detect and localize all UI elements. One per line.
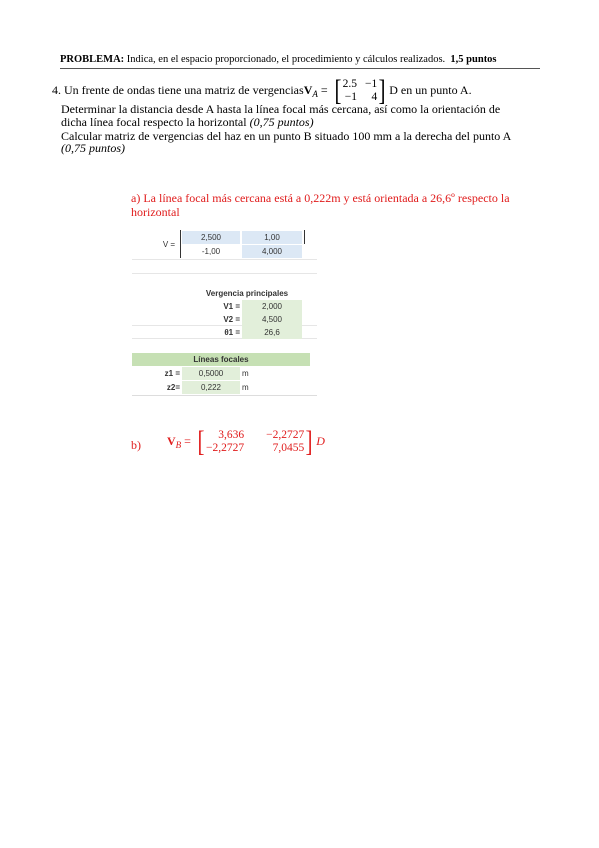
focal-unit: m <box>242 383 249 392</box>
answer-b-label: b) <box>131 438 141 452</box>
matrix-cell: -1,00 <box>201 247 221 256</box>
matrix-left-bar <box>180 230 181 258</box>
matrix-cell: −1 <box>365 78 378 90</box>
principal-label: V1 = <box>223 302 240 311</box>
principal-value: 4,500 <box>242 313 302 326</box>
header-label: PROBLEMA: <box>60 54 125 65</box>
vergence-matrix-a: [ 2.5 −1 −1 4 ] <box>334 74 386 107</box>
question-number: 4. <box>52 82 61 97</box>
matrix-cell: −1 <box>344 91 358 103</box>
matrix-cell: 2,500 <box>182 231 240 244</box>
matrix-cell: 2.5 <box>342 78 358 90</box>
equals-sign: = <box>317 82 331 97</box>
focal-header: Líneas focales <box>132 353 310 366</box>
matrix-cell: −2,2727 <box>266 429 305 441</box>
focal-label: z2= <box>166 383 180 392</box>
matrix-subscript: B <box>175 440 182 451</box>
question-points-a: (0,75 puntos) <box>249 115 314 129</box>
question-line-4: Calcular matriz de vergencias del haz en un punto B situado 100 mm a la derecha del punto A <box>61 129 512 143</box>
v-label: V = <box>162 240 176 249</box>
focal-unit: m <box>242 369 249 378</box>
principal-value: 2,000 <box>242 300 302 313</box>
question-text-1: Un frente de ondas tiene una matriz de vergencias <box>64 82 304 97</box>
question-text-1-post: D en un punto A. <box>389 82 472 97</box>
matrix-cell: 4 <box>371 91 378 103</box>
answer-b-equation <box>167 425 325 458</box>
focal-label: z1 = <box>164 369 180 378</box>
question-line-3-text: dicha línea focal respecto la horizontal <box>61 115 250 129</box>
matrix-cell: −2,2727 <box>205 442 245 454</box>
matrix-cell: 3,636 <box>218 429 245 441</box>
matrix-subscript: A <box>312 89 318 100</box>
principal-header: Vergencia principales <box>205 289 289 298</box>
header-divider <box>60 68 540 69</box>
matrix-symbol: V <box>167 433 176 448</box>
question-line-1 <box>52 74 472 107</box>
matrix-right-bar <box>304 230 305 244</box>
principal-label: θ1 = <box>224 328 240 337</box>
spreadsheet-image <box>132 225 317 400</box>
equals-sign: = <box>181 433 194 448</box>
problem-header <box>60 54 540 65</box>
question-line-3 <box>61 115 314 129</box>
principal-label: V2 = <box>223 315 240 324</box>
question-line-2: Determinar la distancia desde A hasta la línea focal más cercana, así como la orientación de <box>61 102 501 116</box>
header-text: Indica, en el espacio proporcionado, el procedimiento y cálculos realizados. <box>124 54 446 65</box>
matrix-cell: 7,0455 <box>272 442 305 454</box>
matrix-cell: 4,000 <box>242 245 302 258</box>
principal-value: 26,6 <box>242 326 302 339</box>
matrix-symbol: V <box>303 82 313 97</box>
question-points-b: (0,75 puntos) <box>61 141 125 155</box>
unit-label: D <box>316 433 325 448</box>
focal-value: 0,5000 <box>182 367 240 380</box>
vergence-matrix-b: [ 3,636 −2,2727 −2,2727 7,0455 ] <box>197 425 313 458</box>
focal-value: 0,222 <box>182 381 240 394</box>
matrix-cell: 1,00 <box>242 231 302 244</box>
answer-a-text: a) La línea focal más cercana está a 0,222m y está orientada a 26,6º respecto la horizontal <box>131 191 510 219</box>
header-points: 1,5 puntos <box>450 54 497 65</box>
